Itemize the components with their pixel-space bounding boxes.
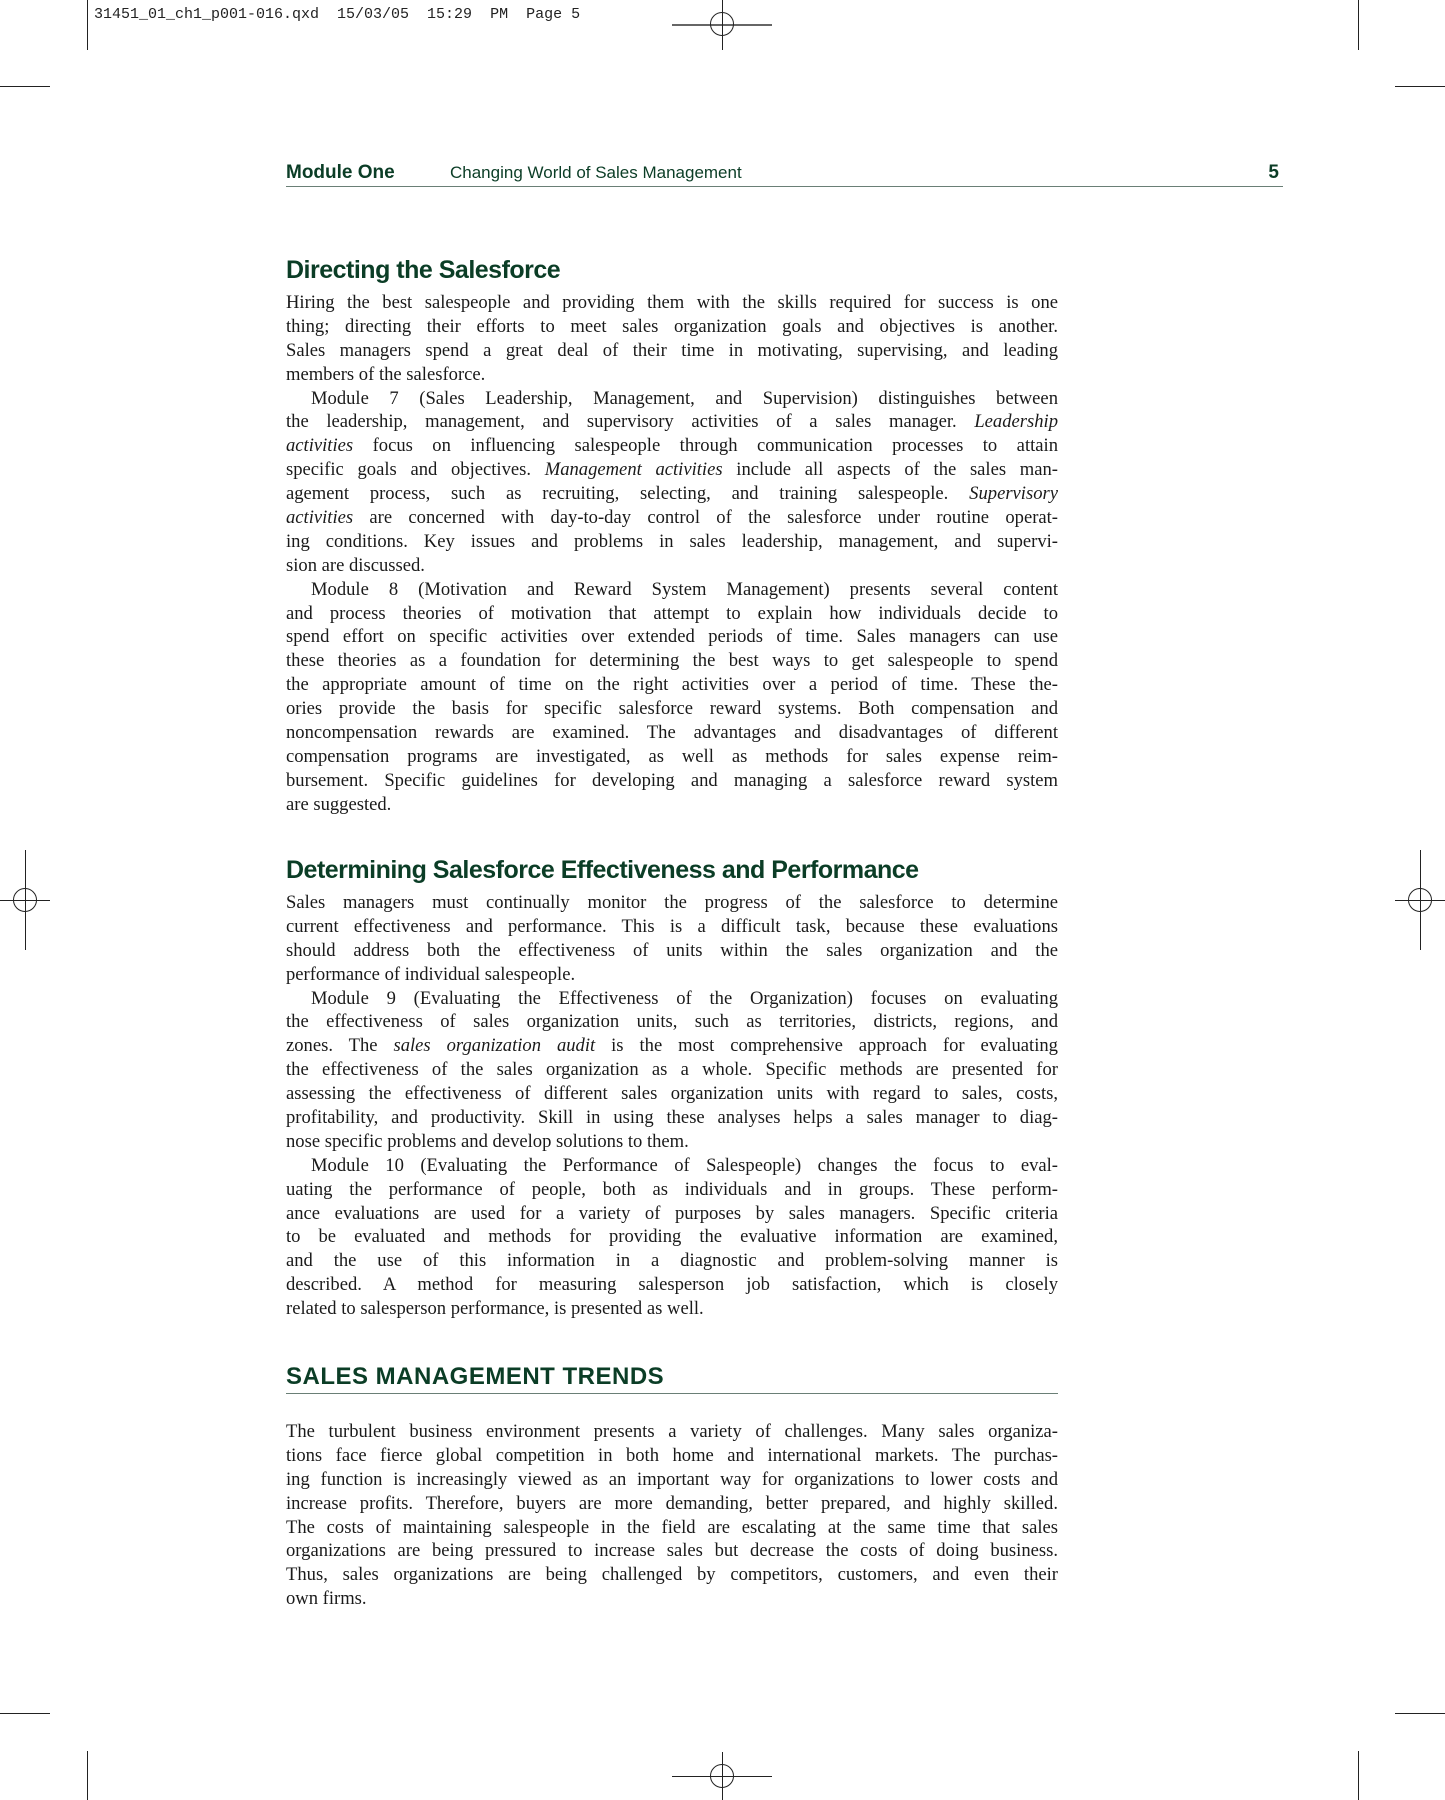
text-run: ance evaluations are used for a variety of purposes by sales managers. Specific criteria bbox=[286, 1202, 1058, 1224]
text-line bbox=[286, 1202, 1058, 1226]
text-run: is the most comprehensive approach for evaluating bbox=[595, 1035, 1058, 1057]
italic-term: Management activities bbox=[544, 459, 723, 481]
text-line bbox=[286, 673, 1058, 697]
text-run: Thus, sales organizations are being challenged by competitors, customers, and even their bbox=[286, 1564, 1058, 1586]
text-line bbox=[286, 506, 1058, 530]
text-run: ories provide the basis for specific salesforce reward systems. Both compensation and bbox=[286, 698, 1058, 720]
text-line bbox=[286, 1539, 1058, 1563]
text-line bbox=[286, 1058, 1058, 1082]
chapter-title: Changing World of Sales Management bbox=[450, 163, 742, 182]
crop-mark bbox=[1395, 86, 1445, 87]
text-line bbox=[286, 458, 1058, 482]
text-line bbox=[286, 697, 1058, 721]
text-line bbox=[286, 1178, 1058, 1202]
text-run: thing; directing their efforts to meet sales organization goals and objectives is another. bbox=[286, 315, 1058, 337]
text-run: assessing the effectiveness of different sales organization units with regard to sales, costs, bbox=[286, 1083, 1058, 1105]
text-run: Module 10 (Evaluating the Performance of Salespeople) changes the focus to eval- bbox=[311, 1154, 1058, 1176]
crop-mark bbox=[1395, 1713, 1445, 1714]
text-line bbox=[286, 987, 1058, 1011]
text-line bbox=[286, 387, 1058, 411]
text-run: bursement. Specific guidelines for developing and managing a salesforce reward system bbox=[286, 769, 1058, 791]
text-run: Hiring the best salespeople and providing them with the skills required for success is one bbox=[286, 292, 1058, 313]
text-line bbox=[286, 291, 1058, 315]
text-run: related to salesperson performance, is presented as well. bbox=[286, 1298, 704, 1320]
crop-mark bbox=[1358, 0, 1359, 50]
module-label: Module One bbox=[286, 162, 395, 183]
text-line bbox=[286, 530, 1058, 554]
text-line bbox=[286, 1225, 1058, 1249]
text-run: and the use of this information in a diagnostic and problem-solving manner is bbox=[286, 1250, 1058, 1272]
text-line bbox=[286, 1516, 1058, 1540]
crop-mark bbox=[0, 1713, 50, 1714]
text-line bbox=[286, 1563, 1058, 1587]
text-line bbox=[286, 1297, 1058, 1321]
text-line bbox=[286, 554, 1058, 578]
crop-mark bbox=[87, 1751, 88, 1800]
text-run: increase profits. Therefore, buyers are more demanding, better prepared, and highly skilled. bbox=[286, 1492, 1058, 1514]
text-run: spend effort on specific activities over extended periods of time. Sales managers can use bbox=[286, 626, 1058, 648]
italic-term: Leadership bbox=[974, 411, 1058, 433]
crop-mark bbox=[0, 86, 50, 87]
text-line bbox=[286, 769, 1058, 793]
text-run: organizations are being pressured to increase sales but decrease the costs of doing business. bbox=[286, 1540, 1058, 1562]
text-line bbox=[286, 649, 1058, 673]
text-run: Sales managers spend a great deal of their time in motivating, supervising, and leading bbox=[286, 339, 1058, 361]
text-line bbox=[286, 891, 1058, 915]
text-run: Sales managers must continually monitor the progress of the salesforce to determine bbox=[286, 892, 1058, 913]
text-run: The costs of maintaining salespeople in the field are escalating at the same time that sales bbox=[286, 1516, 1058, 1538]
running-head bbox=[286, 160, 1283, 187]
registration-mark bbox=[710, 12, 734, 36]
paragraph bbox=[286, 891, 1058, 987]
paragraph bbox=[286, 387, 1058, 578]
text-run: Module 7 (Sales Leadership, Management, and Supervision) distinguishes between bbox=[311, 387, 1058, 409]
section-heading: Directing the Salesforce bbox=[286, 256, 561, 284]
italic-term: activities bbox=[286, 435, 354, 457]
text-line bbox=[286, 915, 1058, 939]
text-run: zones. The bbox=[286, 1035, 394, 1057]
text-line bbox=[286, 1034, 1058, 1058]
text-run: the effectiveness of the sales organization as a whole. Specific methods are presented for bbox=[286, 1059, 1058, 1081]
text-run: own firms. bbox=[286, 1588, 367, 1610]
text-line bbox=[286, 1249, 1058, 1273]
text-run: compensation programs are investigated, as well as methods for sales expense reim- bbox=[286, 745, 1058, 767]
paragraph bbox=[286, 291, 1058, 387]
text-run: nose specific problems and develop solutions to them. bbox=[286, 1130, 689, 1152]
text-run: profitability, and productivity. Skill in using these analyses helps a sales manager to diag- bbox=[286, 1107, 1058, 1129]
section-directing bbox=[286, 256, 1058, 817]
text-run: The turbulent business environment presents a variety of challenges. Many sales organiza- bbox=[286, 1421, 1058, 1442]
text-run: specific goals and objectives. bbox=[286, 459, 545, 481]
section-heading: SALES MANAGEMENT TRENDS bbox=[286, 1363, 1058, 1394]
text-run: ing conditions. Key issues and problems in sales leadership, management, and supervi- bbox=[286, 530, 1058, 552]
paragraph bbox=[286, 1420, 1058, 1611]
text-run: are concerned with day-to-day control of the salesforce under routine operat- bbox=[353, 507, 1058, 529]
text-line bbox=[286, 939, 1058, 963]
text-run: the appropriate amount of time on the right activities over a period of time. These the- bbox=[286, 674, 1058, 696]
text-line bbox=[286, 1468, 1058, 1492]
print-slug: 31451_01_ch1_p001-016.qxd 15/03/05 15:29 PM Page 5 bbox=[94, 6, 581, 23]
text-line bbox=[286, 1106, 1058, 1130]
text-line bbox=[286, 721, 1058, 745]
text-line bbox=[286, 745, 1058, 769]
text-line bbox=[286, 315, 1058, 339]
paragraph bbox=[286, 987, 1058, 1154]
text-line bbox=[286, 1587, 1058, 1611]
text-line bbox=[286, 1444, 1058, 1468]
text-line bbox=[286, 339, 1058, 363]
text-run: described. A method for measuring salesperson job satisfaction, which is closely bbox=[286, 1274, 1058, 1296]
text-run: focus on influencing salespeople through communication processes to attain bbox=[353, 435, 1058, 457]
italic-term: activities bbox=[286, 507, 354, 529]
text-line bbox=[286, 1082, 1058, 1106]
section-trends bbox=[286, 1363, 1058, 1611]
text-line bbox=[286, 434, 1058, 458]
text-run: the effectiveness of sales organization units, such as territories, districts, regions, and bbox=[286, 1011, 1058, 1033]
text-run: tions face fierce global competition in both home and international markets. The purchas- bbox=[286, 1444, 1058, 1466]
text-line bbox=[286, 1010, 1058, 1034]
text-line bbox=[286, 963, 1058, 987]
text-run: are suggested. bbox=[286, 793, 392, 815]
text-run: sion are discussed. bbox=[286, 554, 425, 576]
text-line bbox=[286, 1273, 1058, 1297]
registration-mark bbox=[13, 888, 37, 912]
text-run: uating the performance of people, both as individuals and in groups. These perform- bbox=[286, 1178, 1058, 1200]
text-run: noncompensation rewards are examined. The advantages and disadvantages of different bbox=[286, 722, 1058, 744]
section-effectiveness bbox=[286, 856, 1058, 1321]
italic-term: sales organization audit bbox=[393, 1035, 596, 1057]
registration-mark bbox=[710, 1764, 734, 1788]
text-line bbox=[286, 1130, 1058, 1154]
paragraph bbox=[286, 1154, 1058, 1321]
text-line bbox=[286, 482, 1058, 506]
text-run: Module 8 (Motivation and Reward System Management) presents several content bbox=[311, 578, 1058, 600]
text-run: include all aspects of the sales man- bbox=[722, 459, 1058, 481]
crop-mark bbox=[1358, 1751, 1359, 1800]
text-line bbox=[286, 625, 1058, 649]
page-number: 5 bbox=[1268, 162, 1279, 183]
text-line bbox=[286, 363, 1058, 387]
text-line bbox=[286, 1492, 1058, 1516]
text-run: should address both the effectiveness of units within the sales organization and the bbox=[286, 939, 1058, 961]
text-run: Module 9 (Evaluating the Effectiveness of the Organization) focuses on evaluating bbox=[311, 987, 1058, 1009]
text-line bbox=[286, 602, 1058, 626]
text-line bbox=[286, 793, 1058, 817]
text-run: these theories as a foundation for determining the best ways to get salespeople to spend bbox=[286, 650, 1058, 672]
text-line bbox=[286, 578, 1058, 602]
paragraph bbox=[286, 578, 1058, 817]
text-run: and process theories of motivation that attempt to explain how individuals decide to bbox=[286, 602, 1058, 624]
italic-term: Supervisory bbox=[969, 483, 1058, 505]
text-line bbox=[286, 1154, 1058, 1178]
text-run: performance of individual salespeople. bbox=[286, 963, 576, 985]
text-run: members of the salesforce. bbox=[286, 363, 486, 385]
crop-mark bbox=[87, 0, 88, 50]
text-run: the leadership, management, and supervisory activities of a sales manager. bbox=[286, 411, 975, 433]
text-run: agement process, such as recruiting, selecting, and training salespeople. bbox=[286, 483, 970, 505]
text-line bbox=[286, 1420, 1058, 1444]
text-run: ing function is increasingly viewed as an important way for organizations to lower costs and bbox=[286, 1468, 1058, 1490]
registration-mark bbox=[1408, 888, 1432, 912]
text-line bbox=[286, 410, 1058, 434]
section-heading: Determining Salesforce Effectiveness and Performance bbox=[286, 856, 919, 884]
text-run: to be evaluated and methods for providing the evaluative information are examined, bbox=[286, 1226, 1058, 1248]
text-run: current effectiveness and performance. This is a difficult task, because these evaluations bbox=[286, 915, 1058, 937]
